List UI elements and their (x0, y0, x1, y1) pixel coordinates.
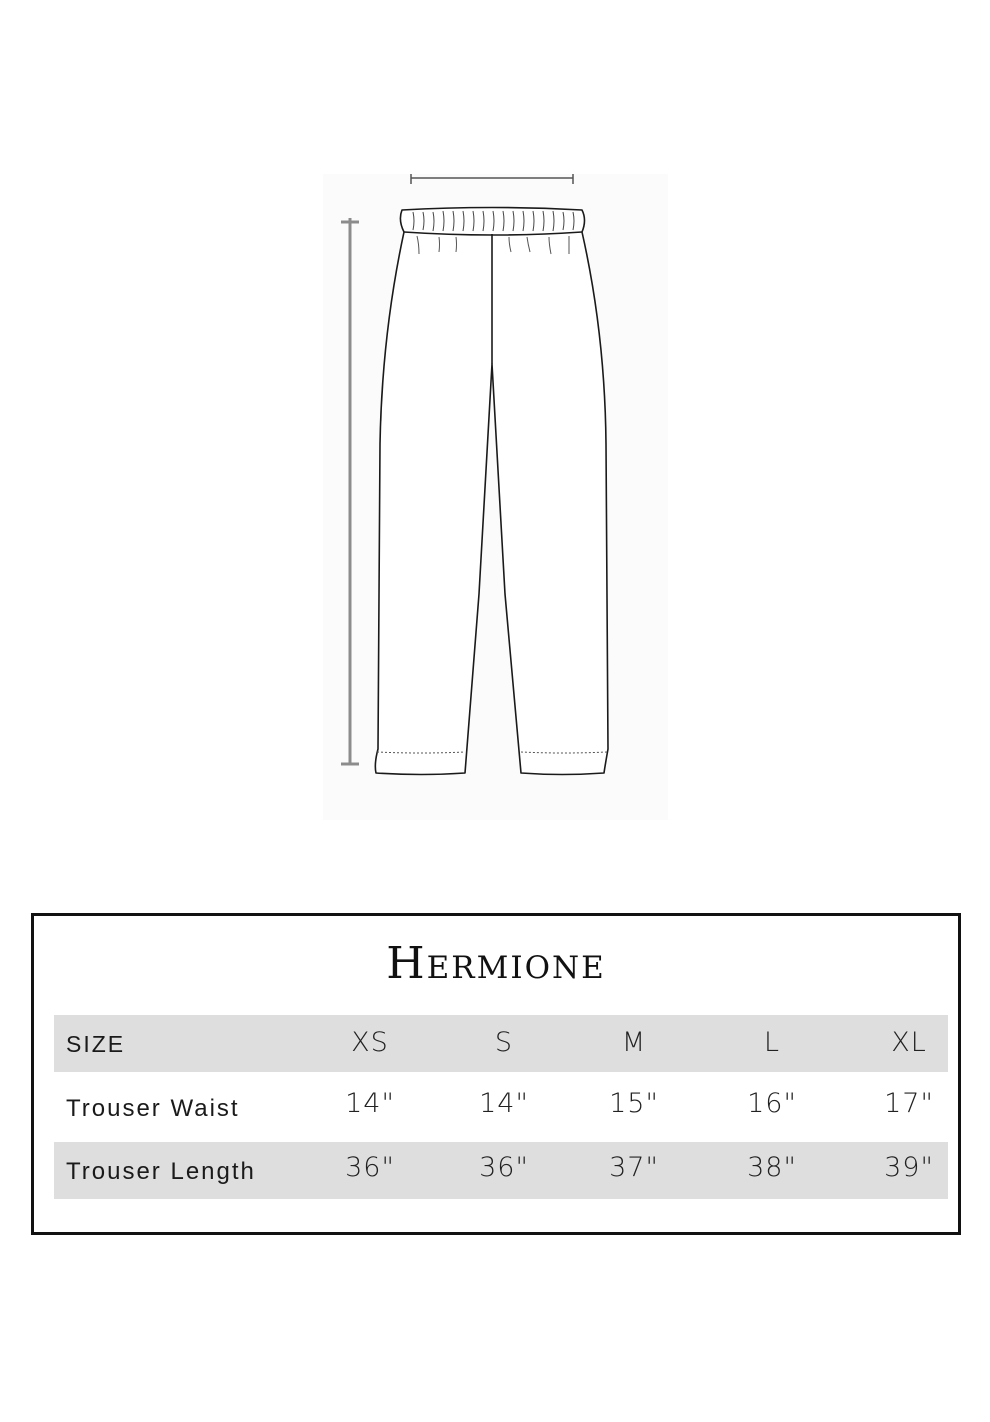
product-title: Hermione (386, 938, 606, 989)
size-header-xl: XL (891, 1027, 927, 1058)
waist-value-s: 14" (479, 1088, 529, 1119)
length-value-m: 37" (609, 1152, 659, 1183)
row-label-trouser-waist: Trouser Waist (66, 1095, 240, 1122)
size-chart-card (31, 913, 961, 1235)
size-header-xs: XS (351, 1027, 389, 1058)
waist-value-xl: 17" (884, 1088, 934, 1119)
trouser-outline (375, 208, 608, 775)
trouser-flat-sketch-icon (323, 174, 668, 820)
size-header-label: SIZE (66, 1031, 126, 1057)
table-row-trouser-waist (54, 1072, 948, 1142)
length-value-xs: 36" (345, 1152, 395, 1183)
waist-value-m: 15" (609, 1088, 659, 1119)
length-measurement-line (341, 218, 359, 764)
size-header-row (54, 1015, 948, 1072)
size-header-m: M (621, 1027, 647, 1058)
row-label-trouser-length: Trouser Length (66, 1158, 256, 1185)
length-value-l: 38" (747, 1152, 797, 1183)
waist-measurement-line (411, 174, 573, 184)
waist-value-l: 16" (747, 1088, 797, 1119)
length-value-xl: 39" (884, 1152, 934, 1183)
trouser-illustration (323, 174, 668, 820)
size-header-l: L (763, 1027, 781, 1058)
waist-value-xs: 14" (345, 1088, 395, 1119)
length-value-s: 36" (479, 1152, 529, 1183)
table-row-trouser-length (54, 1142, 948, 1199)
size-header-s: S (494, 1027, 514, 1058)
size-table (54, 1015, 948, 1199)
